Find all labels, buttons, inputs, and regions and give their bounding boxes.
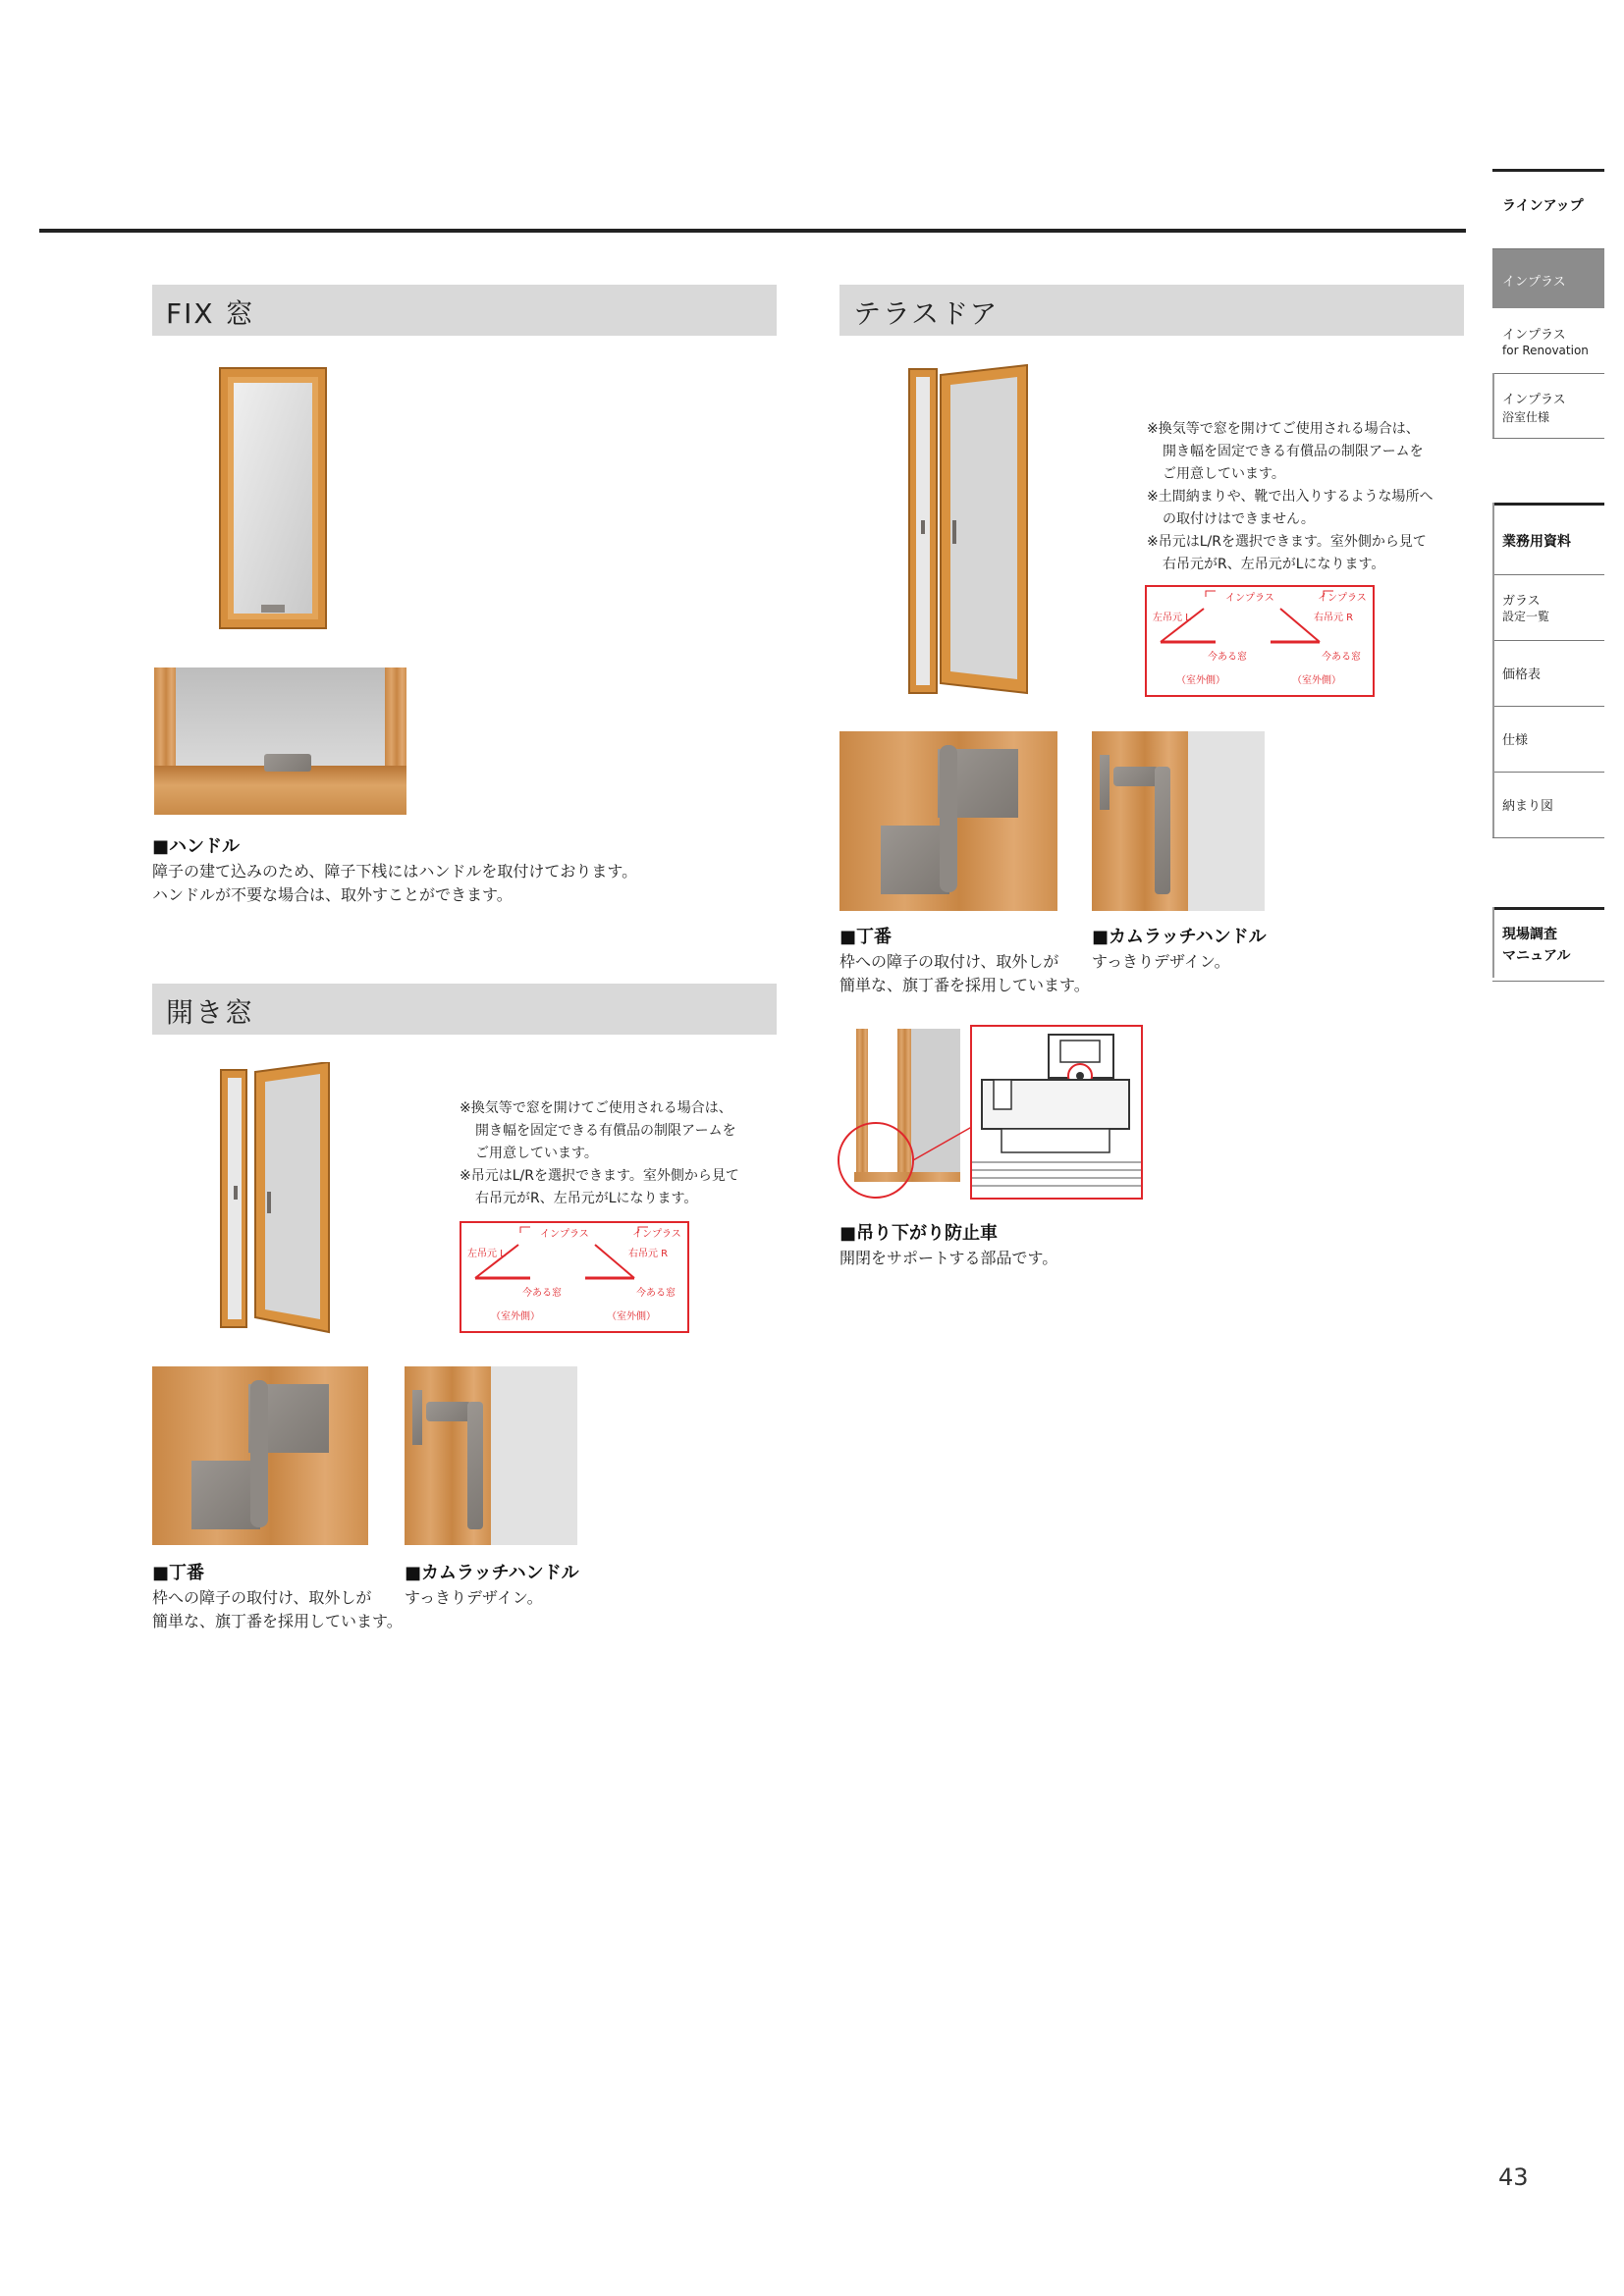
fix-handle-text: 障子の建て込みのため、障子下桟にはハンドルを取付けております。 ハンドルが不要な場合は、取外すことができます。 — [152, 862, 638, 904]
sidebar-divider — [1492, 373, 1494, 438]
diagram-right-hinge: 右吊元 R — [1314, 613, 1354, 623]
casement-handle-photo — [405, 1366, 577, 1545]
cam-latch-lever-icon — [1155, 767, 1170, 894]
section-title: テラスドア — [853, 297, 1000, 330]
cam-latch-handle-icon — [426, 1402, 471, 1421]
terrace-handle-title: ■カムラッチハンドル — [1092, 927, 1267, 947]
terrace-hinge-title: ■丁番 — [839, 927, 893, 947]
diagram-outdoor: （室外側） — [1292, 675, 1341, 686]
diagram-inplus-label: インプラス — [1225, 593, 1274, 604]
hinge-barrel — [940, 745, 957, 892]
terrace-hinge-text: 枠への障子の取付け、取外しが 簡単な、旗丁番を採用しています。 — [839, 952, 1090, 994]
section-header-casement — [152, 984, 777, 1035]
casement-note: ※換気等で窓を開けてご使用される場合は、 開き幅を固定できる有償品の制限アームを ご用意しています。 ※吊元はL/Rを選択できます。室外側から見て 右吊元がR、左吊元がLになります。 — [460, 1100, 739, 1206]
sidebar-item-inplus[interactable]: インプラス — [1492, 249, 1604, 308]
page-number: 43 — [1498, 2163, 1529, 2191]
diagram-left-hinge: 左吊元 L — [1153, 613, 1191, 623]
section-title: FIX 窓 — [166, 297, 255, 330]
sidebar-item-detail[interactable]: 納まり図 — [1492, 772, 1604, 838]
cam-latch-base-icon — [412, 1390, 422, 1445]
casement-hinge-photo — [152, 1366, 368, 1545]
section-title: 開き窓 — [166, 996, 255, 1029]
diagram-inplus-label: インプラス — [540, 1229, 589, 1240]
terrace-roller-title: ■吊り下がり防止車 — [839, 1223, 999, 1244]
terrace-roller-text: 開閉をサポートする部品です。 — [839, 1249, 1058, 1267]
diagram-outdoor: （室外側） — [1176, 675, 1225, 686]
sidebar-item-price[interactable]: 価格表 — [1492, 640, 1604, 707]
sidebar-item-glass[interactable]: ガラス 設定一覧 — [1492, 574, 1604, 641]
bottom-rail — [154, 766, 406, 815]
diagram-existing: 今ある窓 — [1208, 652, 1247, 663]
casement-handle-text: すっきりデザイン。 — [405, 1588, 543, 1607]
terrace-handle-text: すっきりデザイン。 — [1092, 952, 1230, 971]
roller-callout — [835, 1119, 982, 1207]
diagram-right-hinge: 右吊元 R — [628, 1249, 669, 1259]
diagram-inplus-label: インプラス — [632, 1229, 681, 1240]
sidebar-nav — [1492, 169, 1604, 1013]
casement-hinge-text: 枠への障子の取付け、取外しが 簡単な、旗丁番を採用しています。 — [152, 1588, 403, 1630]
fix-handle-title: ■ハンドル — [152, 836, 241, 857]
cam-latch-handle-icon — [1113, 767, 1159, 786]
casement-hinge-diagram — [460, 1221, 689, 1333]
diagram-existing: 今ある窓 — [522, 1288, 562, 1299]
terrace-hinge-diagram — [1145, 585, 1375, 697]
section-header-fix — [152, 285, 777, 336]
sidebar-item-inplus-bath[interactable]: インプラス 浴室仕様 — [1492, 373, 1604, 439]
diagram-existing: 今ある窓 — [1322, 652, 1361, 663]
cam-latch-lever-icon — [467, 1402, 483, 1529]
section-header-terrace — [839, 285, 1464, 336]
sidebar-divider — [1492, 503, 1494, 837]
top-rule — [39, 229, 1466, 233]
sidebar-item-spec[interactable]: 仕様 — [1492, 706, 1604, 773]
diagram-left-hinge: 左吊元 L — [467, 1249, 506, 1259]
terrace-handle-photo — [1092, 731, 1265, 911]
diagram-outdoor: （室外側） — [607, 1311, 656, 1322]
hinge-barrel — [250, 1380, 268, 1527]
fix-window-illustration — [214, 363, 332, 633]
roller-detail-drawing — [972, 1027, 1141, 1198]
roller-detail-diagram — [970, 1025, 1143, 1200]
terrace-door-illustration — [901, 363, 1034, 697]
diagram-outdoor: （室外側） — [491, 1311, 540, 1322]
sidebar-item-survey[interactable]: 現場調査 マニュアル — [1492, 907, 1604, 982]
sidebar-divider — [1492, 907, 1494, 978]
terrace-note: ※換気等で窓を開けてご使用される場合は、 開き幅を固定できる有償品の制限アームを ご用意しています。 ※土間納まりや、靴で出入りするような場所へ の取付けはできません。 ※吊元はL/Rを選択できます。室外側から見て 右吊元がR、左吊元がLになります。 — [1147, 421, 1434, 572]
sidebar-item-lineup[interactable]: ラインアップ — [1492, 169, 1604, 249]
diagram-inplus-label: インプラス — [1318, 593, 1367, 604]
sidebar-item-inplus-renovation[interactable]: インプラス for Renovation — [1492, 308, 1604, 374]
sidebar-item-business[interactable]: 業務用資料 — [1492, 503, 1604, 575]
casement-window-illustration — [216, 1062, 344, 1337]
terrace-hinge-photo — [839, 731, 1057, 911]
casement-handle-title: ■カムラッチハンドル — [405, 1563, 579, 1583]
cam-latch-base-icon — [1100, 755, 1110, 810]
fix-handle-photo — [154, 667, 406, 815]
handle-icon — [264, 754, 311, 772]
glass-pane — [176, 667, 385, 766]
casement-hinge-title: ■丁番 — [152, 1563, 205, 1583]
diagram-existing: 今ある窓 — [636, 1288, 676, 1299]
